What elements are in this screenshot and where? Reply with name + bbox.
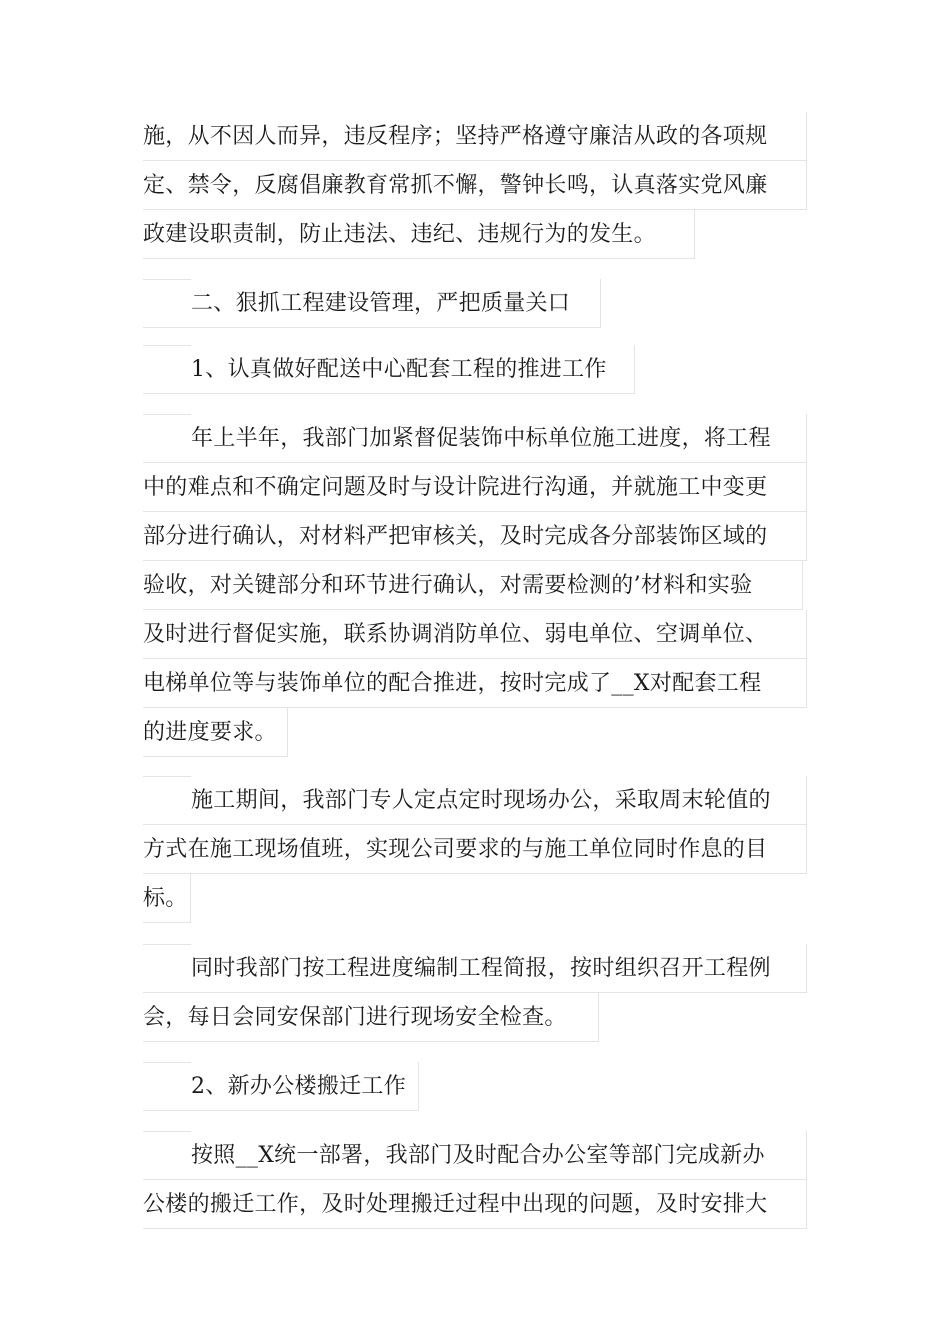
paragraph-line: 政建设职责制，防止违法、违纪、违规行为的发生。 [143, 210, 695, 259]
section-heading: 二、狠抓工程建设管理，严把质量关口 [143, 279, 601, 328]
paragraph-line: 标。 [143, 874, 191, 923]
paragraph-line: 施，从不因人而异，违反程序；坚持严格遵守廉洁从政的各项规 [143, 112, 807, 161]
paragraph-line: 的进度要求。 [143, 708, 288, 757]
paragraph-line: 年上半年，我部门加紧督促装饰中标单位施工进度，将工程 [143, 414, 807, 463]
paragraph-line: 部分进行确认，对材料严把审核关，及时完成各分部装饰区域的 [143, 512, 807, 561]
paragraph-line: 电梯单位等与装饰单位的配合推进，按时完成了__X对配套工程 [143, 659, 807, 708]
paragraph-line: 中的难点和不确定问题及时与设计院进行沟通，并就施工中变更 [143, 463, 807, 512]
subsection-heading: 1、认真做好配送中心配套工程的推进工作 [143, 345, 635, 394]
subsection-heading: 2、新办公楼搬迁工作 [143, 1062, 419, 1111]
paragraph-line: 及时进行督促实施，联系协调消防单位、弱电单位、空调单位、 [143, 610, 807, 659]
paragraph-line: 会，每日会同安保部门进行现场安全检查。 [143, 993, 599, 1042]
paragraph-line: 公楼的搬迁工作，及时处理搬迁过程中出现的问题，及时安排大 [143, 1180, 807, 1229]
paragraph-line: 施工期间，我部门专人定点定时现场办公，采取周末轮值的 [143, 776, 807, 825]
paragraph-line: 方式在施工现场值班，实现公司要求的与施工单位同时作息的目 [143, 825, 807, 874]
paragraph-line: 验收，对关键部分和环节进行确认，对需要检测的’材料和实验 [143, 561, 803, 610]
paragraph-line: 定、禁令，反腐倡廉教育常抓不懈，警钟长鸣，认真落实党风廉 [143, 161, 807, 210]
paragraph-line: 按照__X统一部署，我部门及时配合办公室等部门完成新办 [143, 1131, 807, 1180]
paragraph-line: 同时我部门按工程进度编制工程简报，按时组织召开工程例 [143, 944, 807, 993]
